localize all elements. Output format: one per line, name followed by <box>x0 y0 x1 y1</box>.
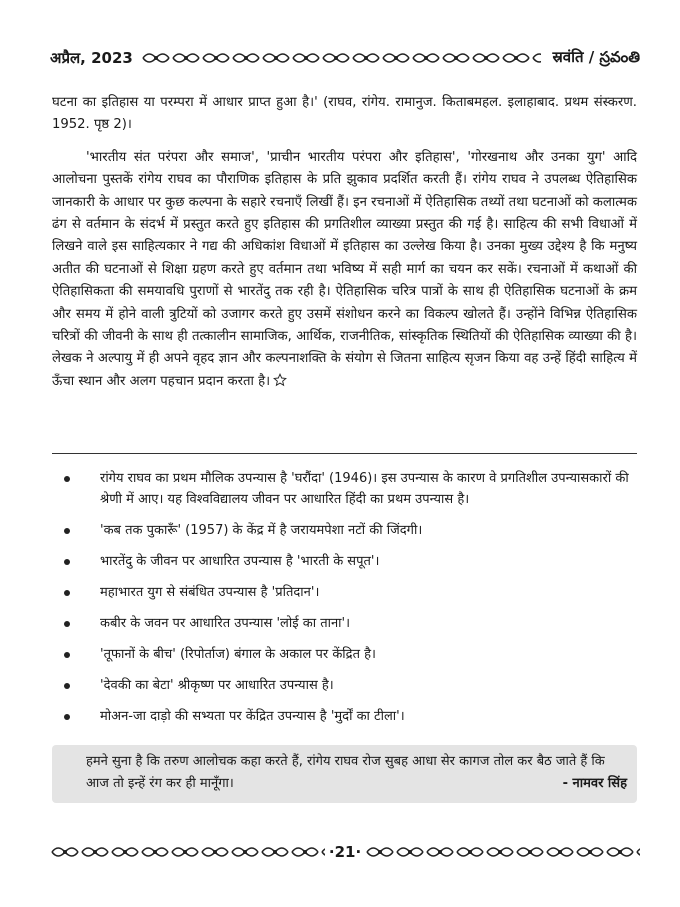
main-paragraph <box>52 147 637 393</box>
facts-list <box>52 458 637 727</box>
quote-author: - नामवर सिंह <box>562 776 627 791</box>
list-item-text: रांगेय राघव का प्रथम मौलिक उपन्यास है 'घरौंदा' (1946)। इस उपन्यास के कारण वे प्रगतिशील उपन्यासकारों की श्रेणी में आए। यह विश्वविद्यालय जीवन पर आधारित हिंदी का प्रथम उपन्यास है। <box>100 471 629 507</box>
list-item <box>52 706 637 727</box>
list-item <box>52 613 637 634</box>
bullet-dot-icon <box>64 559 70 565</box>
list-item-text: मोअन-जा दाड़ो की सभ्यता पर केंद्रित उपन्यास है 'मुर्दों का टीला'। <box>100 709 405 724</box>
main-paragraph-text: 'भारतीय संत परंपरा और समाज', 'प्राचीन भारतीय परंपरा और इतिहास', 'गोरखनाथ और उनका युग' आदि आलोचना पुस्तकें रांगेय राघव का पौराणिक इतिहास के प्रति झुकाव प्रदर्शित करती हैं। रांगेय राघव ने उपलब्ध ऐतिहासिक जानकारी के आधार पर कुछ कल्पना के सहारे रचनाएँ लिखीं हैं। इन रचनाओं में ऐतिहासिक तथ्यों तथा घटनाओं को कलात्मक ढंग से वर्तमान के संदर्भ में प्रस्तुत करते हुए इतिहास की प्रगतिशील व्याख्या प्रस्तुत की गई है। साहित्य की सभी विधाओं में लिखने वाले इस साहित्यकार ने गद्य की अधिकांश विधाओं में इतिहास का उल्लेख किया है। उनका मुख्य उद्देश्य है कि मनुष्य अतीत की घटनाओं से शिक्षा ग्रहण करते हुए वर्तमान तथा भविष्य में सही मार्ग का चयन कर सकें। रचनाओं में कथाओं की ऐतिहासिकता की समयावधि पुराणों से भारतेंदु तक रही है। ऐतिहासिक चरित्र पात्रों के साथ ही ऐतिहासिक घटनाओं के क्रम और समय में होने वाली त्रुटियों को उजागर करते हुए उसमें संशोधन करने का विकल्प खोलते हैं। उन्होंने विभिन्न ऐतिहासिक चरित्रों की जीवनी के साथ ही तत्कालीन सामाजिक, आर्थिक, राजनीतिक, सांस्कृतिक स्थितियों की ऐतिहासिक व्याख्या की है। लेखक ने अल्पायु में ही अपने वृहद ज्ञान और कल्पनाशक्ति के संयोग से जितना साहित्य सृजन किया वह उन्हें हिंदी साहित्य में ऊँचा स्थान और अलग पहचान प्रदान करता है। <box>52 149 637 389</box>
list-item <box>52 520 637 541</box>
list-item <box>52 644 637 665</box>
footer-ornament-right <box>365 842 640 862</box>
list-item-text: 'देवकी का बेटा' श्रीकृष्ण पर आधारित उपन्यास है। <box>100 678 334 693</box>
article-body <box>52 92 637 393</box>
page-number: ·21· <box>328 843 362 861</box>
bullet-dot-icon <box>64 714 70 720</box>
footer-ornament-left <box>50 842 325 862</box>
header-ornament-border <box>141 48 547 68</box>
bullet-dot-icon <box>64 528 70 534</box>
list-item <box>52 551 637 572</box>
list-item <box>52 582 637 603</box>
bullet-dot-icon <box>64 476 70 482</box>
list-item-text: 'कब तक पुकारूँ' (1957) के केंद्र में है जरायमपेशा नटों की जिंदगी। <box>100 523 423 538</box>
bullet-dot-icon <box>64 590 70 596</box>
list-item <box>52 675 637 696</box>
bullet-dot-icon <box>64 683 70 689</box>
magazine-title: स्रवंति / స్రవంతి <box>552 47 640 66</box>
page-footer <box>50 840 640 864</box>
list-item-text: भारतेंदु के जीवन पर आधारित उपन्यास है 'भारती के सपूत'। <box>100 554 380 569</box>
page-number-value: 21 <box>334 843 356 861</box>
list-item <box>52 468 637 510</box>
section-divider <box>52 453 637 454</box>
quote-text: हमने सुना है कि तरुण आलोचक कहा करते हैं, रांगेय राघव रोज सुबह आधा सेर कागज तोल कर बैठ जाते हैं कि आज तो इन्हें रंग कर ही मानूँगा। <box>86 754 605 791</box>
page-header <box>50 44 640 72</box>
star-outline-icon <box>273 373 287 387</box>
bullet-dot-icon <box>64 652 70 658</box>
list-item-text: 'तूफानों के बीच' (रिपोर्ताज) बंगाल के अकाल पर केंद्रित है। <box>100 647 376 662</box>
list-item-text: महाभारत युग से संबंधित उपन्यास है 'प्रतिदान'। <box>100 585 320 600</box>
issue-date: अप्रैल, 2023 <box>50 49 133 67</box>
list-item-text: कबीर के जवन पर आधारित उपन्यास 'लोई का ताना'। <box>100 616 351 631</box>
intro-paragraph: घटना का इतिहास या परम्परा में आधार प्राप्त हुआ है।' (राघव, रांगेय. रामानुज. किताबमहल. इलाहाबाद. प्रथम संस्करण. 1952. पृष्ठ 2)। <box>52 95 637 133</box>
quote-box <box>52 745 637 803</box>
bullet-dot-icon <box>64 621 70 627</box>
